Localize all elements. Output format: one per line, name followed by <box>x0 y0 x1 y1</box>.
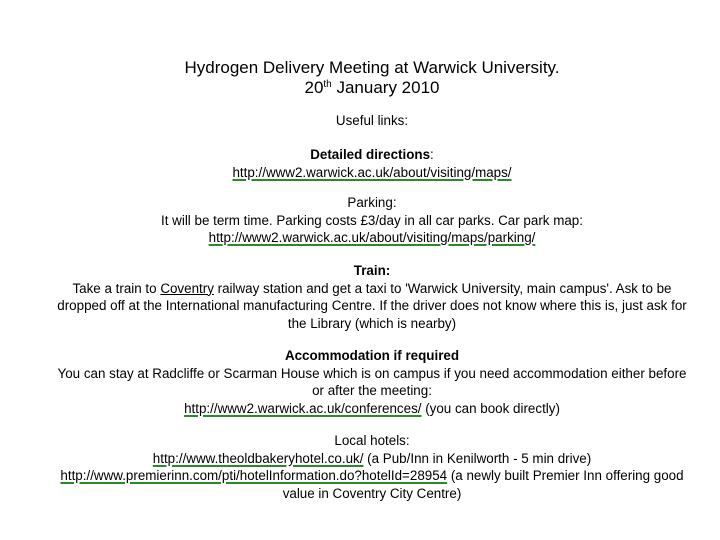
accommodation-heading: Accommodation if required <box>284 348 460 363</box>
train-heading: Train: <box>353 263 391 278</box>
accommodation-section <box>55 347 689 417</box>
meeting-date <box>0 77 720 99</box>
old-bakery-hotel-note: (a Pub/Inn in Kenilworth - 5 min drive) <box>363 450 592 466</box>
old-bakery-hotel-link[interactable]: http://www.theoldbakeryhotel.co.uk/ <box>152 450 364 466</box>
train-section <box>55 262 689 332</box>
directions-colon: : <box>430 147 434 162</box>
train-text-before: Take a train to <box>72 280 161 296</box>
parking-heading: Parking <box>347 195 393 210</box>
parking-map-link[interactable]: http://www2.warwick.ac.uk/about/visiting/maps/parking/ <box>208 230 536 246</box>
useful-links-label: Useful links: <box>335 113 409 128</box>
directions-link[interactable]: http://www2.warwick.ac.uk/about/visiting/maps/ <box>232 164 512 180</box>
hotels-heading: Local hotels: <box>334 433 410 448</box>
directions-heading: Detailed directions <box>310 147 431 162</box>
parking-colon: : <box>392 195 397 210</box>
premier-inn-note: (a newly built Premier Inn offering good value in Coventry City Centre) <box>282 468 684 501</box>
train-text <box>55 280 689 333</box>
train-text-after: railway station and get a taxi to 'Warwick University, main campus'. Ask to be dropped off at the International manufacturing Centre. If the driver does not know where this is, just ask for the Library (which is nearby) <box>57 280 687 331</box>
parking-text: It will be term time. Parking costs £3/day in all car parks. Car park map: <box>161 212 583 228</box>
date-day: 20 <box>304 78 324 97</box>
date-month-year: January 2010 <box>331 78 440 97</box>
premier-inn-link[interactable]: http://www.premierinn.com/pti/hotelInformation.do?hotelId=28954 <box>60 468 448 484</box>
hotels-section <box>55 432 689 502</box>
train-station: Coventry <box>160 280 214 296</box>
parking-section <box>55 194 689 247</box>
accommodation-text: You can stay at Radcliffe or Scarman House which is on campus if you need accommodation either before or after the meeting: <box>57 365 687 399</box>
conferences-link[interactable]: http://www2.warwick.ac.uk/conferences/ <box>184 400 422 416</box>
accommodation-note: (you can book directly) <box>421 400 560 416</box>
date-day-suffix: th <box>323 79 332 90</box>
page-title: Hydrogen Delivery Meeting at Warwick University. <box>184 58 560 77</box>
directions-section <box>55 146 689 181</box>
